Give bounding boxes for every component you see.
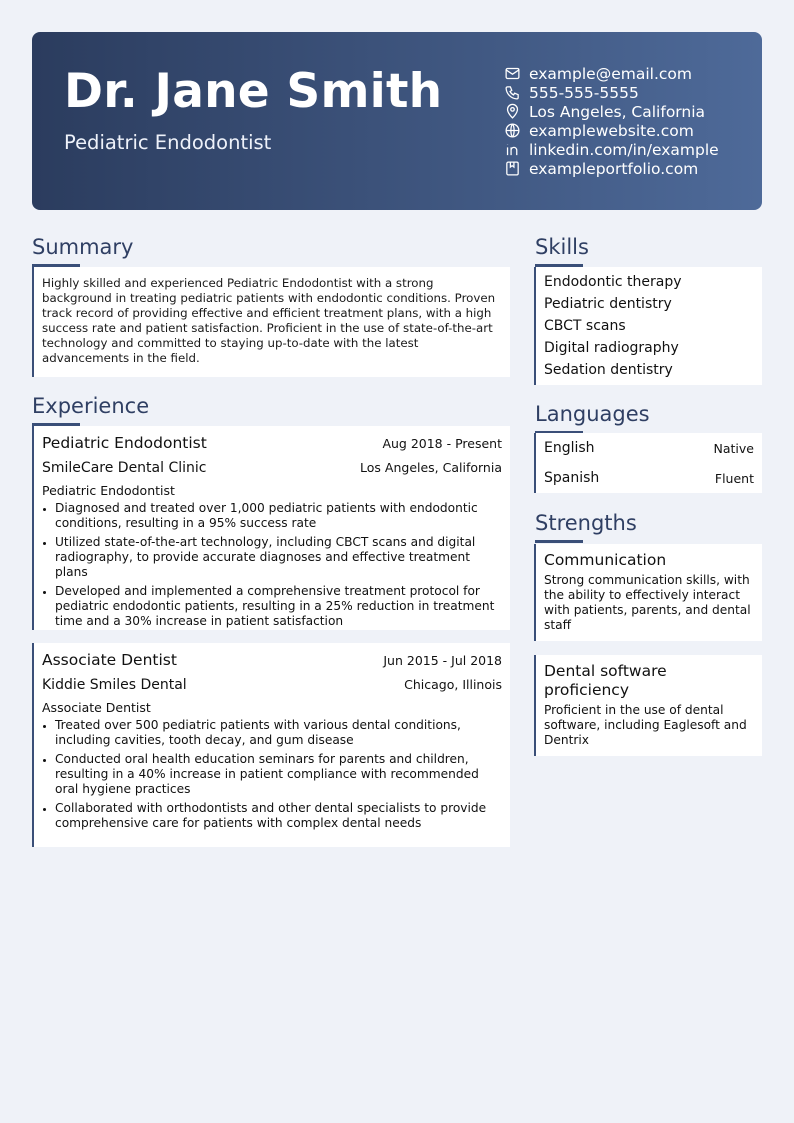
job-bullet: Conducted oral health education seminars for parents and children, resulting in a 40% increase in patient compliance with recommended oral hygiene practices (42, 752, 502, 797)
language-name: English (544, 440, 595, 456)
skill-item: CBCT scans (544, 318, 626, 334)
website-text: examplewebsite.com (529, 121, 694, 140)
experience-card (32, 426, 510, 630)
linkedin-icon (504, 141, 521, 158)
job-bullet: Collaborated with orthodontists and other dental specialists to provide comprehensive care for patients with complex dental needs (42, 801, 502, 831)
strength-title: Communication (544, 551, 667, 569)
language-name: Spanish (544, 470, 600, 486)
job-bullet: Utilized state-of-the-art technology, including CBCT scans and digital radiography, to provide accurate diagnoses and effective treatment plans (42, 535, 502, 580)
experience-card (32, 643, 510, 847)
resume-header (32, 32, 762, 210)
languages-heading: Languages (535, 402, 650, 426)
skill-item: Sedation dentistry (544, 362, 673, 378)
job-subrole: Pediatric Endodontist (42, 483, 175, 498)
job-company: Kiddie Smiles Dental (42, 677, 187, 693)
language-level: Native (713, 440, 754, 456)
job-location: Chicago, Illinois (404, 677, 502, 692)
skill-item: Endodontic therapy (544, 274, 682, 290)
skill-item: Digital radiography (544, 340, 679, 356)
phone-text: 555-555-5555 (529, 83, 639, 102)
contact-location (504, 102, 719, 121)
phone-icon (504, 84, 521, 101)
location-text: Los Angeles, California (529, 102, 706, 121)
language-item (534, 463, 762, 493)
strength-card (534, 544, 762, 641)
job-bullet: Developed and implemented a comprehensive treatment protocol for pediatric endodontic patients, resulting in a 25% reduction in treatment time and a 30% increase in patient satisfaction (42, 584, 502, 629)
portfolio-icon (504, 160, 521, 177)
job-header (42, 433, 502, 453)
globe-icon (504, 122, 521, 139)
job-bullet: Treated over 500 pediatric patients with various dental conditions, including cavities, tooth decay, and gum disease (42, 718, 502, 748)
job-dates: Aug 2018 - Present (382, 436, 502, 451)
job-role: Pediatric Endodontist (42, 434, 207, 452)
skills-card (534, 267, 762, 385)
email-text: example@email.com (529, 64, 692, 83)
strength-description: Proficient in the use of dental software, including Eaglesoft and Dentrix (544, 703, 747, 747)
strength-title: Dental software proficiency (544, 662, 667, 699)
job-company-row (42, 459, 502, 477)
skills-heading: Skills (535, 235, 589, 259)
job-subrole: Associate Dentist (42, 700, 151, 715)
job-company-row (42, 676, 502, 694)
email-icon (504, 65, 521, 82)
contact-portfolio[interactable] (504, 159, 719, 178)
linkedin-text: linkedin.com/in/example (529, 140, 719, 159)
strengths-heading: Strengths (535, 511, 637, 535)
language-level: Fluent (714, 470, 754, 486)
contact-phone[interactable] (504, 83, 719, 102)
summary-heading: Summary (32, 235, 134, 259)
location-pin-icon (504, 103, 521, 120)
experience-heading: Experience (32, 394, 150, 418)
job-location: Los Angeles, California (360, 460, 502, 475)
contact-list (504, 64, 719, 178)
job-bullets (42, 501, 502, 629)
job-role: Associate Dentist (42, 651, 177, 669)
candidate-name: Dr. Jane Smith (64, 64, 443, 119)
job-header (42, 650, 502, 670)
job-company: SmileCare Dental Clinic (42, 460, 207, 476)
contact-linkedin[interactable] (504, 140, 719, 159)
candidate-title: Pediatric Endodontist (64, 131, 272, 154)
job-bullets (42, 718, 502, 831)
strength-card (534, 655, 762, 756)
portfolio-text: exampleportfolio.com (529, 159, 699, 178)
summary-card: Highly skilled and experienced Pediatric Endodontist with a strong background in treating pediatric patients with endodontic conditions. Proven track record of providing effective and efficient treatment plans, with a high success rate and patient satisfaction. Proficient in the use of state-of-the-art technology and committed to staying up-to-date with the latest advancements in the field. (32, 267, 510, 377)
strength-description: Strong communication skills, with the ability to effectively interact with patients, parents, and dental staff (544, 573, 751, 632)
job-dates: Jun 2015 - Jul 2018 (383, 653, 502, 668)
language-item (534, 433, 762, 463)
contact-website[interactable] (504, 121, 719, 140)
job-bullet: Diagnosed and treated over 1,000 pediatric patients with endodontic conditions, resulting in a 95% success rate (42, 501, 502, 531)
skill-item: Pediatric dentistry (544, 296, 672, 312)
contact-email[interactable] (504, 64, 719, 83)
